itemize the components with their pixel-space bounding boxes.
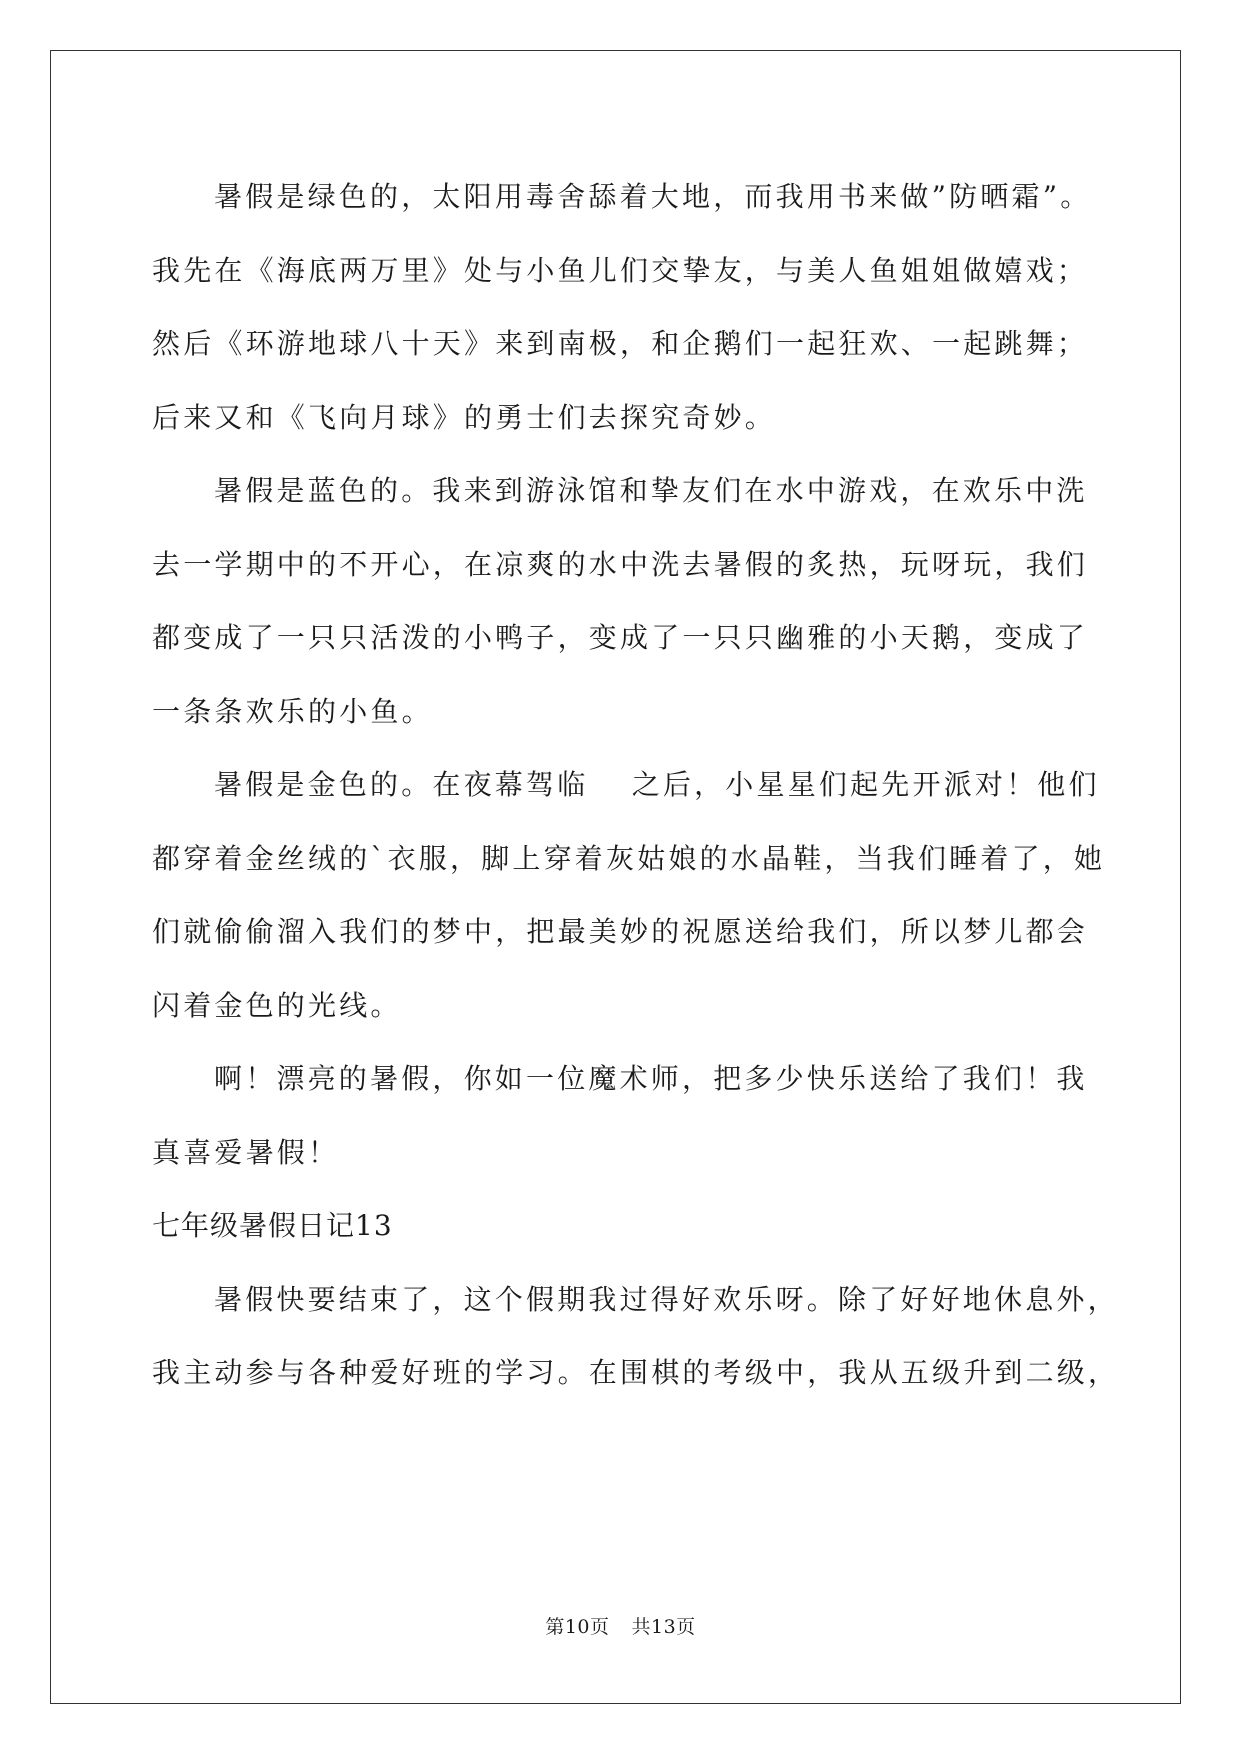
page-number-current: 第10页	[545, 1616, 610, 1638]
text-line: 真喜爱暑假！	[152, 1135, 340, 1169]
section-heading: 七年级暑假日记13	[152, 1209, 393, 1242]
text-line: 暑假快要结束了，这个假期我过得好欢乐呀。除了好好地休息外，	[214, 1282, 1119, 1316]
text-line: 暑假是蓝色的。我来到游泳馆和挚友们在水中游戏，在欢乐中洗	[214, 474, 1088, 507]
text-line: 后来又和《飞向月球》的勇士们去探究奇妙。	[152, 400, 777, 434]
page-number-total: 共13页	[631, 1616, 696, 1638]
text-line: 去一学期中的不开心，在凉爽的水中洗去暑假的炙热，玩呀玩，我们	[152, 547, 1089, 581]
text-line: 一条条欢乐的小鱼。	[152, 694, 433, 728]
text-line: 闪着金色的光线。	[152, 988, 402, 1022]
text-line: 啊！漂亮的暑假，你如一位魔术师，把多少快乐送给了我们！我	[214, 1062, 1088, 1095]
text-line: 然后《环游地球八十天》来到南极，和企鹅们一起狂欢、一起跳舞；	[152, 327, 1089, 360]
page-footer	[0, 1612, 1241, 1639]
text-line: 暑假是绿色的，太阳用毒舍舔着大地，而我用书来做”防晒霜”。	[214, 180, 1092, 213]
document-body	[152, 160, 1120, 1410]
text-line: 都穿着金丝绒的`衣服，脚上穿着灰姑娘的水晶鞋，当我们睡着了，她	[152, 841, 1106, 875]
text-line: 我主动参与各种爱好班的学习。在围棋的考级中，我从五级升到二级，	[152, 1356, 1120, 1389]
text-line: 暑假是金色的。在夜幕驾临 之后，小星星们起先开派对！他们	[214, 768, 1100, 801]
text-line: 都变成了一只只活泼的小鸭子，变成了一只只幽雅的小天鹅，变成了	[152, 621, 1089, 654]
text-line: 我先在《海底两万里》处与小鱼儿们交挚友，与美人鱼姐姐做嬉戏；	[152, 253, 1089, 287]
text-line: 们就偷偷溜入我们的梦中，把最美妙的祝愿送给我们，所以梦儿都会	[152, 915, 1089, 948]
